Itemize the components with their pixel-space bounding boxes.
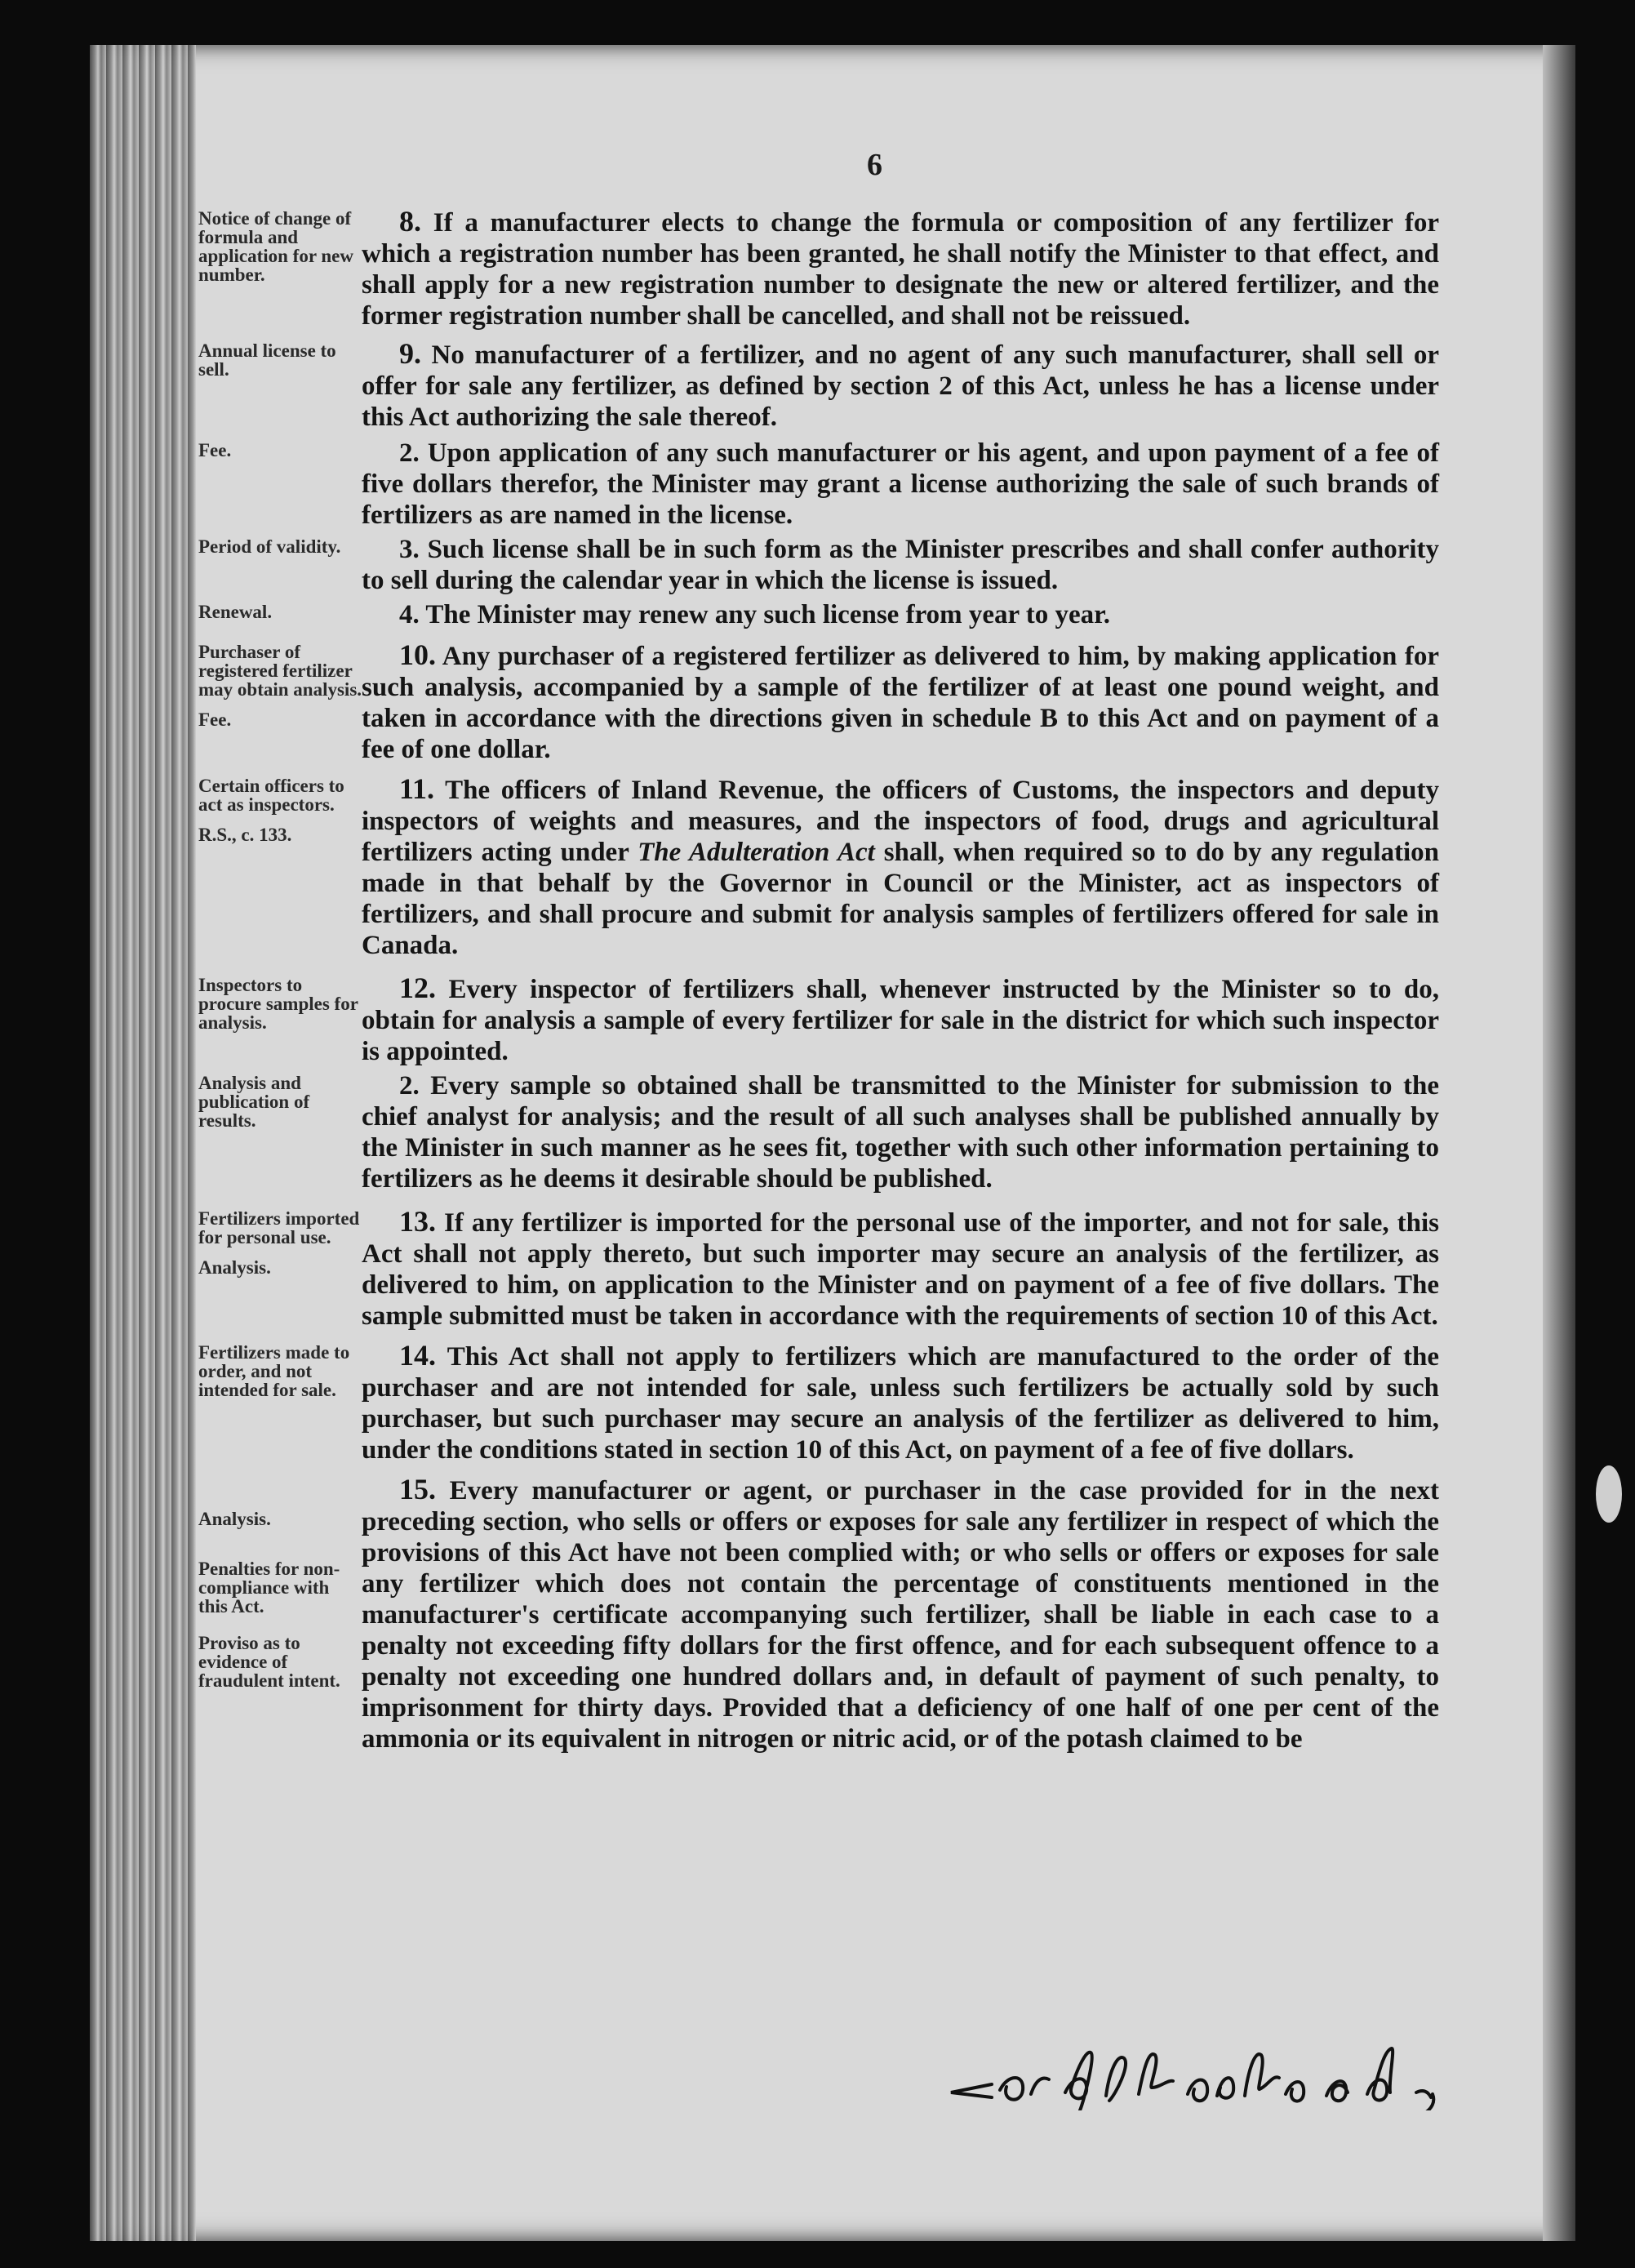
section-body: If any fertilizer is imported for the personal use of the importer, and not for sale, this Act shall not apply thereto, but such importer may secure an analysis of the fertilizer, as delivered to him, on application to the Minister and on payment of a fee of five dollars. The sample submitted must be taken in accordance with the requirements of section 10 of this Act. [362, 1208, 1440, 1331]
section-text [362, 1474, 1439, 1754]
section-11 [198, 773, 1439, 961]
section-body: The officers of Inland Revenue, the officers of Customs, the inspectors and deputy inspectors of weights and measures, and the inspectors of food, drugs and agricultural fertilizers acting under [362, 776, 1439, 867]
section-10 [198, 639, 1439, 765]
section-number: 10. [399, 638, 436, 671]
marginal-note-text: Renewal. [198, 602, 273, 622]
section-8 [198, 206, 1439, 331]
section-body: This Act shall not apply to fertilizers which are manufactured to the order of the purchaser and are not intended for sale, unless such fertilizers be actually sold by such purchaser, but such purchaser may secure an analysis of the fertilizer as delivered to him, under the conditions stated in section 10 of this Act, on payment of a fee of five dollars. [362, 1342, 1439, 1465]
section-number: 2. [399, 438, 420, 468]
marginal-note-text: Purchaser of registered fertilizer may obtain analysis. [198, 642, 362, 700]
section-13 [198, 1206, 1439, 1332]
section-body: Upon application of any such manufacturer or his agent, and upon payment of a fee of five dollars therefor, the Minister may grant a license authorizing the sale of such brands of fertilizers as are named in the license. [362, 438, 1440, 530]
section-text [362, 206, 1439, 331]
section-15 [198, 1474, 1439, 1754]
marginal-note-text: Period of validity. [198, 536, 341, 557]
section-number: 9. [399, 337, 421, 370]
marginal-note-text: Proviso as to evidence of fraudulent intent. [198, 1633, 340, 1691]
section-body: Any purchaser of a registered fertilizer as delivered to him, by making application for such analysis, accompanied by a sample of the fertilizer of at least one pound weight, and taken in accordance with the directions given in schedule B to this Act and on payment of a fee of one dollar. [362, 642, 1439, 764]
binding-hole [1596, 1465, 1622, 1523]
section-text [362, 773, 1439, 961]
section-number: 14. [399, 1339, 436, 1372]
section-number: 8. [399, 205, 421, 238]
page-binding-edge [90, 45, 196, 2241]
subsection-9-3 [198, 534, 1439, 596]
marginal-note-text: Fertilizers made to order, and not intended for sale. [198, 1342, 350, 1400]
section-text [362, 1340, 1439, 1465]
marginal-note-text: Annual license to sell. [198, 340, 336, 380]
marginal-note-text: Analysis. [198, 1509, 271, 1529]
section-text [362, 639, 1439, 765]
section-body: Every inspector of fertilizers shall, whenever instructed by the Minister so to do, obtain for analysis a sample of every fertilizer for sale in the district for which such inspector is appointed. [362, 975, 1439, 1066]
marginal-note-text: Certain officers to act as inspectors. [198, 776, 344, 815]
section-body: Every sample so obtained shall be transmitted to the Minister for submission to the chief analyst for analysis; and the result of all such analyses shall be published annually by the Minister in such manner as he sees fit, together with such other information pertaining to fertilizers as he deems it desirable should be published. [362, 1071, 1439, 1194]
marginal-note [198, 206, 362, 296]
section-number: 11. [399, 772, 435, 805]
section-number: 4. [399, 600, 420, 629]
marginal-note-text: Inspectors to procure samples for analysis. [198, 975, 358, 1033]
subsection-9-4 [198, 599, 1439, 633]
marginal-note-text: Penalties for non-compliance with this Act. [198, 1559, 340, 1617]
marginal-note [198, 1474, 362, 1701]
section-number: 13. [399, 1205, 436, 1238]
marginal-note [198, 972, 362, 1043]
page-right-edge [1543, 45, 1575, 2241]
section-text [362, 534, 1439, 596]
marginal-note [198, 534, 362, 567]
marginal-note-text: Fee. [198, 709, 232, 730]
section-text [362, 1070, 1439, 1194]
section-12 [198, 972, 1439, 1067]
marginal-note-text: R.S., c. 133. [198, 825, 292, 845]
section-body-cont: shall, when required so to do by any regulation made in that behalf by the Governor in Council or the Minister, act as inspectors of fertilizers, and shall procure and submit for analysis samples of fertilizers offered for sale in Canada. [362, 838, 1439, 960]
subsection-9-2 [198, 438, 1439, 531]
section-text [362, 438, 1439, 531]
handwritten-insertion [943, 2045, 1465, 2110]
marginal-note-text: Notice of change of formula and application for new number. [198, 208, 353, 285]
handwriting-scribble-icon [943, 2045, 1465, 2110]
section-number: 3. [399, 535, 420, 564]
section-14 [198, 1340, 1439, 1465]
page-number: 6 [867, 148, 882, 182]
section-text [362, 972, 1439, 1067]
section-number: 2. [399, 1071, 420, 1101]
marginal-note [198, 1340, 362, 1411]
marginal-note [198, 338, 362, 390]
subsection-12-2 [198, 1070, 1439, 1194]
section-text [362, 599, 1439, 630]
section-body: Every manufacturer or agent, or purchaser in the case provided for in the next preceding section, who sells or offers or exposes for sale any fertilizer in respect of which the provisions of this Act have not been complied with; or who sells or offers or exposes for sale any fertilizer which does not contain the percentage of constituents mentioned in the manufacturer's certificate accompanying such fertilizer, shall be liable in each case to a penalty not exceeding fifty dollars for the first offence, and for each subsequent offence to a penalty not exceeding one hundred dollars and, in default of payment of such penalty, to imprisonment for thirty days. Provided that a deficiency of one half of one per cent of the ammonia or its equivalent in nitrogen or nitric acid, or of the potash claimed to be [362, 1476, 1439, 1754]
section-number: 12. [399, 972, 436, 1004]
act-title: The Adulteration Act [638, 838, 875, 867]
marginal-note-text: Analysis. [198, 1257, 271, 1278]
marginal-note [198, 1206, 362, 1288]
section-number: 15. [399, 1473, 436, 1505]
section-text [362, 338, 1439, 433]
section-body: The Minister may renew any such license from year to year. [425, 600, 1111, 629]
marginal-note-text: Analysis and publication of results. [198, 1073, 310, 1131]
marginal-note [198, 1070, 362, 1141]
section-body: No manufacturer of a fertilizer, and no agent of any such manufacturer, shall sell or offer for sale any fertilizer, as defined by section 2 of this Act, unless he has a license under this Act authorizing the sale thereof. [362, 340, 1440, 432]
marginal-note-text: Fertilizers imported for personal use. [198, 1208, 360, 1247]
marginal-note-text: Fee. [198, 440, 232, 460]
section-body: Such license shall be in such form as the Minister prescribes and shall confer authority to sell during the calendar year in which the license is issued. [362, 535, 1440, 595]
statute-body [198, 196, 1439, 1754]
marginal-note [198, 773, 362, 856]
section-9 [198, 338, 1439, 433]
marginal-note [198, 639, 362, 740]
section-text [362, 1206, 1439, 1332]
marginal-note [198, 438, 362, 471]
marginal-note [198, 599, 362, 633]
section-body: If a manufacturer elects to change the formula or composition of any fertilizer for which a registration number has been granted, he shall notify the Minister to that effect, and shall apply for a new registration number to designate the new or altered fertilizer, and the former registration number shall be cancelled, and shall not be reissued. [362, 208, 1440, 331]
